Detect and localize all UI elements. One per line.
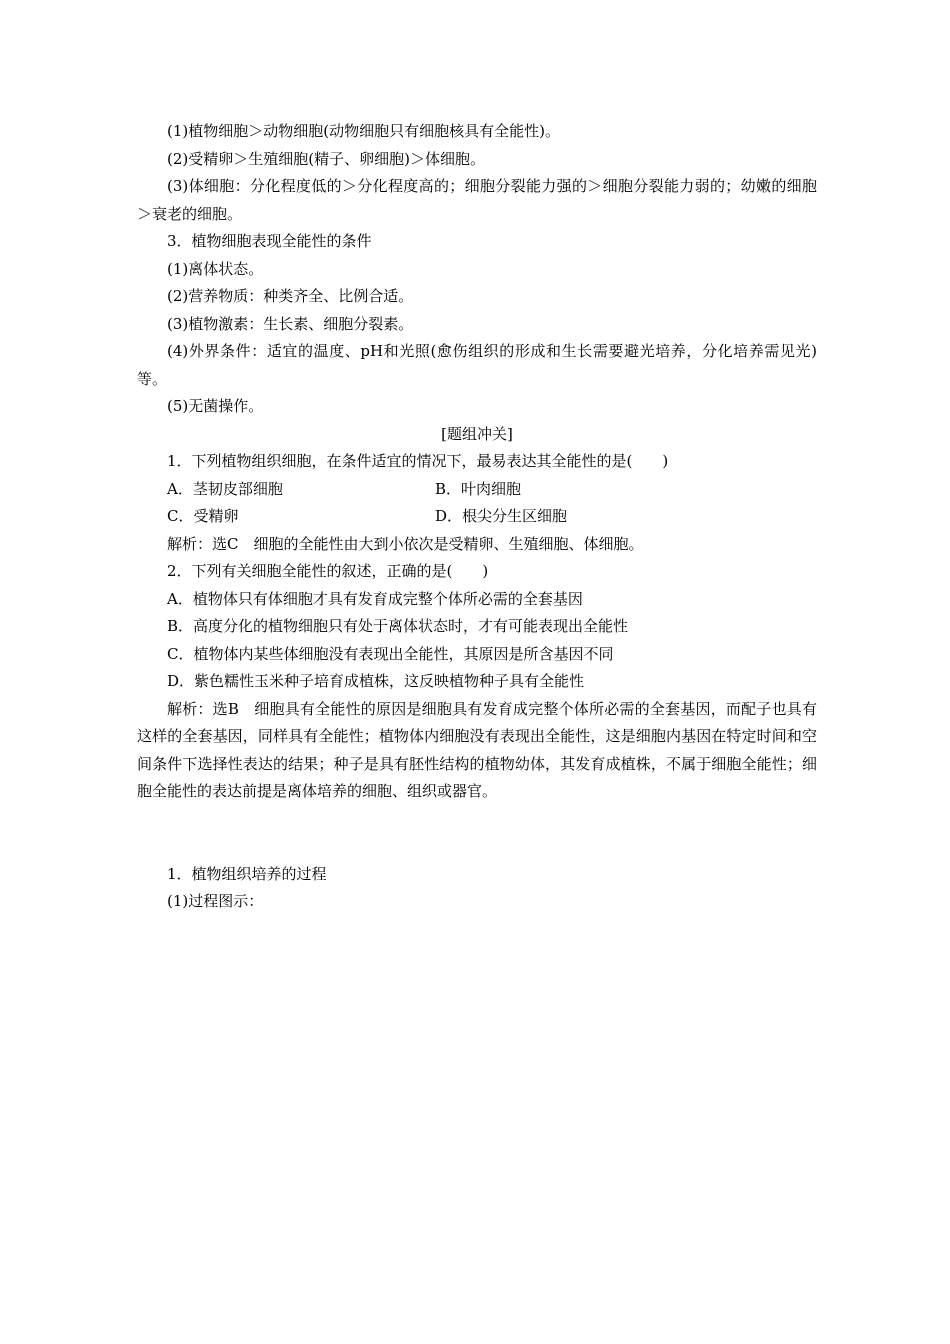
order-item-1: (1)植物细胞＞动物细胞(动物细胞只有细胞核具有全能性)。 — [167, 122, 560, 140]
section-gap — [137, 806, 817, 861]
order-item-2: (2)受精卵＞生殖细胞(精子、卵细胞)＞体细胞。 — [167, 149, 485, 168]
question-1-stem: 1．下列植物组织细胞，在条件适宜的情况下，最易表达其全能性的是( ) — [167, 452, 669, 470]
condition-item-3: (3)植物激素：生长素、细胞分裂素。 — [167, 314, 414, 333]
exercise-title: [题组冲关] — [441, 424, 513, 443]
condition-item-1: (1)离体状态。 — [167, 259, 264, 278]
culture-sub-heading: (1)过程图示： — [167, 892, 264, 910]
condition-item-5: (5)无菌操作。 — [167, 397, 264, 415]
question-1-option-a: A．茎韧皮部细胞 — [167, 479, 283, 498]
condition-item-4: (4)外界条件：适宜的温度、pH和光照(愈伤组织的形成和生长需要避光培养，分化培养需见光)等。 — [137, 342, 817, 388]
question-1-options-row-1 — [137, 476, 817, 504]
question-2-option-c: C．植物体内某些体细胞没有表现出全能性，其原因是所含基因不同 — [167, 644, 614, 663]
question-1-options-row-2 — [137, 503, 817, 531]
question-1-analysis: 解析：选C 细胞的全能性由大到小依次是受精卵、生殖细胞、体细胞。 — [167, 534, 644, 553]
page-content — [137, 118, 817, 916]
question-2-option-a: A．植物体只有体细胞才具有发育成完整个体所必需的全套基因 — [167, 589, 583, 608]
question-2-option-b: B．高度分化的植物细胞只有处于离体状态时，才有可能表现出全能性 — [167, 617, 629, 635]
condition-item-2: (2)营养物质：种类齐全、比例合适。 — [167, 287, 414, 305]
question-2-stem: 2．下列有关细胞全能性的叙述，正确的是( ) — [167, 562, 489, 580]
question-1-option-b: B．叶肉细胞 — [435, 479, 522, 498]
question-2-analysis: 解析：选B 细胞具有全能性的原因是细胞具有发育成完整个体所必需的全套基因，而配子也具有这样的全套基因，同样具有全能性；植物体内细胞没有表现出全能性，这是细胞内基因在特定时间和空间条件下选择性表达的结果；种子是具有胚性结构的植物幼体，其发育成植株，不属于细胞全能性；细胞全能性的表达前提是离体培养的细胞、组织或器官。 — [137, 699, 817, 800]
question-1-option-c: C．受精卵 — [167, 507, 239, 525]
culture-heading: 1．植物组织培养的过程 — [167, 864, 327, 883]
question-1-option-d: D．根尖分生区细胞 — [435, 507, 568, 525]
conditions-heading: 3．植物细胞表现全能性的条件 — [167, 232, 372, 250]
question-2-option-d: D．紫色糯性玉米种子培育成植株，这反映植物种子具有全能性 — [167, 672, 585, 690]
order-item-3: (3)体细胞：分化程度低的＞分化程度高的；细胞分裂能力强的＞细胞分裂能力弱的；幼嫩的细胞＞衰老的细胞。 — [137, 177, 817, 223]
